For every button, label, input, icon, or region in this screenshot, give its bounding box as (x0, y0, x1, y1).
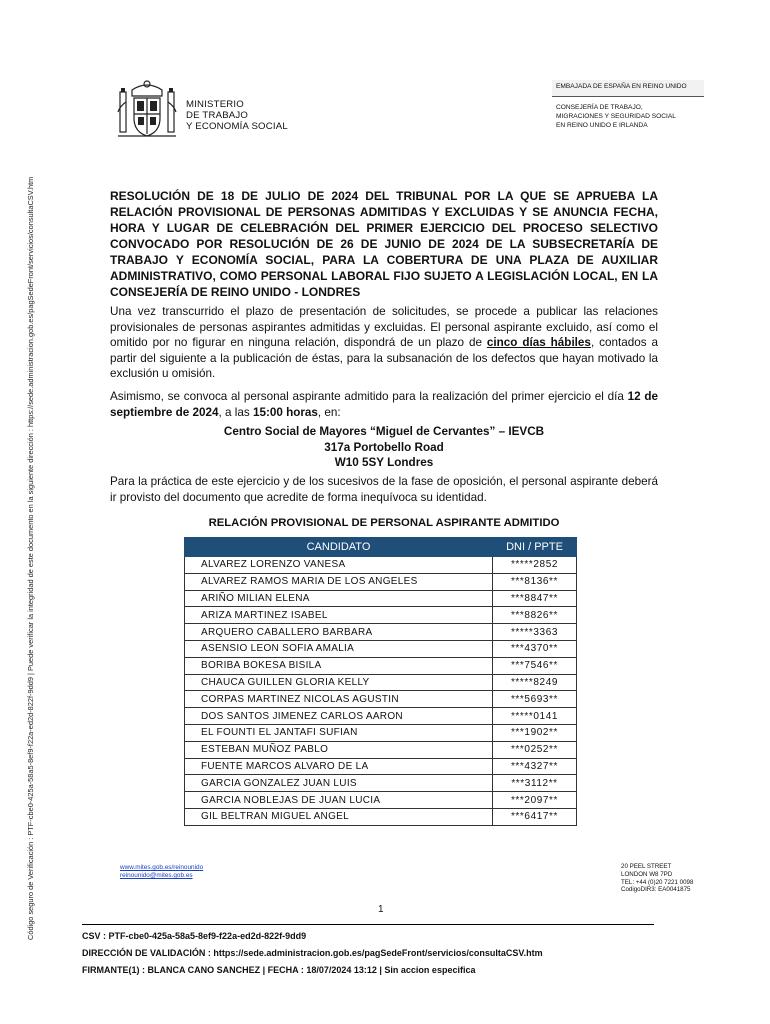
candidate-name: GIL BELTRAN MIGUEL ANGEL (185, 808, 493, 825)
footer-contact-links (120, 864, 203, 880)
ministry-line: DE TRABAJO (186, 110, 249, 121)
candidate-name: BORIBA BOKESA BISILA (185, 657, 493, 674)
candidate-name: DOS SANTOS JIMENEZ CARLOS AARON (185, 708, 493, 725)
table-row (185, 758, 577, 775)
exam-date: 12 de septiembre de 2024 (110, 390, 658, 419)
table-row (185, 741, 577, 758)
table-row (185, 557, 577, 574)
column-header-dni: DNI / PPTE (493, 538, 577, 557)
candidate-dni: *****2852 (493, 557, 577, 574)
table-row (185, 624, 577, 641)
embassy-title: EMBAJADA DE ESPAÑA EN REINO UNIDO (552, 80, 704, 97)
candidate-dni: ***7546** (493, 657, 577, 674)
venue-line: 317a Portobello Road (324, 440, 444, 454)
candidate-dni: ***3112** (493, 775, 577, 792)
email-link[interactable]: reinounido@mites.gob.es (120, 872, 193, 879)
table-row (185, 724, 577, 741)
text: Una vez transcurrido el plazo de presentación de solicitudes, se procede a publicar las relaciones provisionales de personas aspirantes admitidas y excluidas. El personal aspirante excluido, así como el omitido por no figurar en ninguna relación, dispondrá de un plazo de (110, 305, 658, 350)
exam-time: 15:00 horas (252, 405, 318, 419)
text: , en: (317, 405, 341, 419)
coat-of-arms-icon (116, 78, 178, 142)
candidate-name: ARQUERO CABALLERO BARBARA (185, 624, 493, 641)
candidate-dni: *****3363 (493, 624, 577, 641)
csv-code: CSV : PTF-cbe0-425a-58a5-8ef9-f22a-ed2d-822f-9dd9 (82, 931, 307, 941)
embassy-block (552, 80, 704, 130)
candidate-dni: *****0141 (493, 708, 577, 725)
website-link[interactable]: www.mites.gob.es/reinounido (120, 864, 204, 871)
candidate-dni: ***4327** (493, 758, 577, 775)
signature-block (82, 928, 543, 979)
candidate-dni: ***0252** (493, 741, 577, 758)
admitted-candidates-table (184, 537, 577, 826)
table-row (185, 792, 577, 809)
candidate-name: GARCIA NOBLEJAS DE JUAN LUCIA (185, 792, 493, 809)
candidate-name: CHAUCA GUILLEN GLORIA KELLY (185, 674, 493, 691)
candidate-name: ARIÑO MILIAN ELENA (185, 590, 493, 607)
candidate-dni: ***4370** (493, 640, 577, 657)
candidate-name: GARCIA GONZALEZ JUAN LUIS (185, 775, 493, 792)
ministry-line: Y ECONOMÍA SOCIAL (186, 121, 288, 132)
resolution-title: RESOLUCIÓN DE 18 DE JULIO DE 2024 DEL TRIBUNAL POR LA QUE SE APRUEBA LA RELACIÓN PROVISIONAL DE PERSONAS ADMITIDAS Y EXCLUIDAS Y SE ANUNCIA FECHA, HORA Y LUGAR DE CELEBRACIÓN DEL PRIMER EJERCICIO DEL PROCESO SELECTIVO CONVOCADO POR RESOLUCIÓN DE 26 DE JUNIO DE 2024 DE LA SUBSECRETARÍA DE TRABAJO Y ECONOMÍA SOCIAL, PARA LA COBERTURA DE UNA PLAZA DE AUXILIAR ADMINISTRATIVO, COMO PERSONAL LABORAL FIJO SUJETO A LEGISLACIÓN LOCAL, EN LA CONSEJERÍA DE REINO UNIDO - LONDRES (110, 189, 658, 299)
table-title: RELACIÓN PROVISIONAL DE PERSONAL ASPIRANTE ADMITIDO (208, 517, 560, 529)
candidate-name: FUENTE MARCOS ALVARO DE LA (185, 758, 493, 775)
paragraph-convocation (110, 389, 658, 420)
embassy-line: CONSEJERÍA DE TRABAJO, (556, 104, 643, 111)
candidate-name: ARIZA MARTINEZ ISABEL (185, 607, 493, 624)
candidate-dni: ***8826** (493, 607, 577, 624)
footer-address (621, 863, 693, 894)
candidate-dni: ***1902** (493, 724, 577, 741)
table-row (185, 674, 577, 691)
address-line: 20 PEEL STREET (621, 863, 672, 870)
table-row (185, 691, 577, 708)
candidate-dni: *****8249 (493, 674, 577, 691)
table-row (185, 590, 577, 607)
table-header-row (185, 538, 577, 557)
divider (82, 924, 654, 925)
ministry-name (186, 99, 288, 132)
address-line: CodigoDIR3: EA0041875 (621, 886, 691, 894)
candidate-dni: ***5693** (493, 691, 577, 708)
candidate-dni: ***6417** (493, 808, 577, 825)
paragraph-deadline (110, 304, 658, 382)
candidate-dni: ***2097** (493, 792, 577, 809)
candidate-name: CORPAS MARTINEZ NICOLAS AGUSTIN (185, 691, 493, 708)
table-row (185, 657, 577, 674)
table-row (185, 775, 577, 792)
side-verification-text: Código seguro de Verificación : PTF-cbe0-425a-58a5-8ef9-f22a-ed2d-822f-9dd9 | Puede verificar la integridad de este documento en la siguiente dirección : https://sede.administracion.gob.es/pagSedeFront/servicios/consultaCSV.htm (26, 176, 35, 940)
venue-line: Centro Social de Mayores “Miguel de Cervantes” – IEVCB (223, 425, 545, 438)
table-row (185, 640, 577, 657)
venue-line: W10 5SY Londres (334, 456, 434, 469)
candidate-name: EL FOUNTI EL JANTAFI SUFIAN (185, 724, 493, 741)
embassy-department (552, 97, 704, 130)
candidate-name: ESTEBAN MUÑOZ PABLO (185, 741, 493, 758)
venue-address (110, 424, 658, 471)
embassy-line: MIGRACIONES Y SEGURIDAD SOCIAL (556, 113, 676, 120)
text: , a las (218, 405, 253, 419)
address-line: TEL: +44 (0)20 7221 0098 (621, 878, 694, 886)
candidate-name: ASENSIO LEON SOFIA AMALIA (185, 640, 493, 657)
address-line: LONDON W8 7PD (621, 870, 673, 878)
table-row (185, 607, 577, 624)
candidate-name: ALVAREZ RAMOS MARIA DE LOS ANGELES (185, 573, 493, 590)
text: Asimismo, se convoca al personal aspirante admitido para la realización del primer ejercicio el día (110, 390, 628, 403)
text: , contados a partir del siguiente a la publicación de éstas, para la subsanación de los defectos que hayan motivado la exclusión u omisión. (110, 336, 658, 381)
validation-url: DIRECCIÓN DE VALIDACIÓN : https://sede.administracion.gob.es/pagSedeFront/servicios/consultaCSV.htm (82, 948, 543, 958)
candidate-dni: ***8847** (493, 590, 577, 607)
ministry-line: MINISTERIO (186, 99, 244, 110)
column-header-candidate: CANDIDATO (185, 538, 493, 557)
embassy-line: EN REINO UNIDO E IRLANDA (556, 122, 648, 129)
page-number: 1 (378, 904, 384, 915)
table-row (185, 573, 577, 590)
table-row (185, 708, 577, 725)
signer-info: FIRMANTE(1) : BLANCA CANO SANCHEZ | FECHA : 18/07/2024 13:12 | Sin accion especifica (82, 965, 476, 975)
paragraph-identity: Para la práctica de este ejercicio y de los sucesivos de la fase de oposición, el personal aspirante deberá ir provisto del documento que acredite de forma inequívoca su identidad. (110, 475, 658, 504)
candidate-name: ALVAREZ LORENZO VANESA (185, 557, 493, 574)
candidate-dni: ***8136** (493, 573, 577, 590)
deadline-emphasis: cinco días hábiles (486, 336, 591, 350)
table-row (185, 808, 577, 825)
